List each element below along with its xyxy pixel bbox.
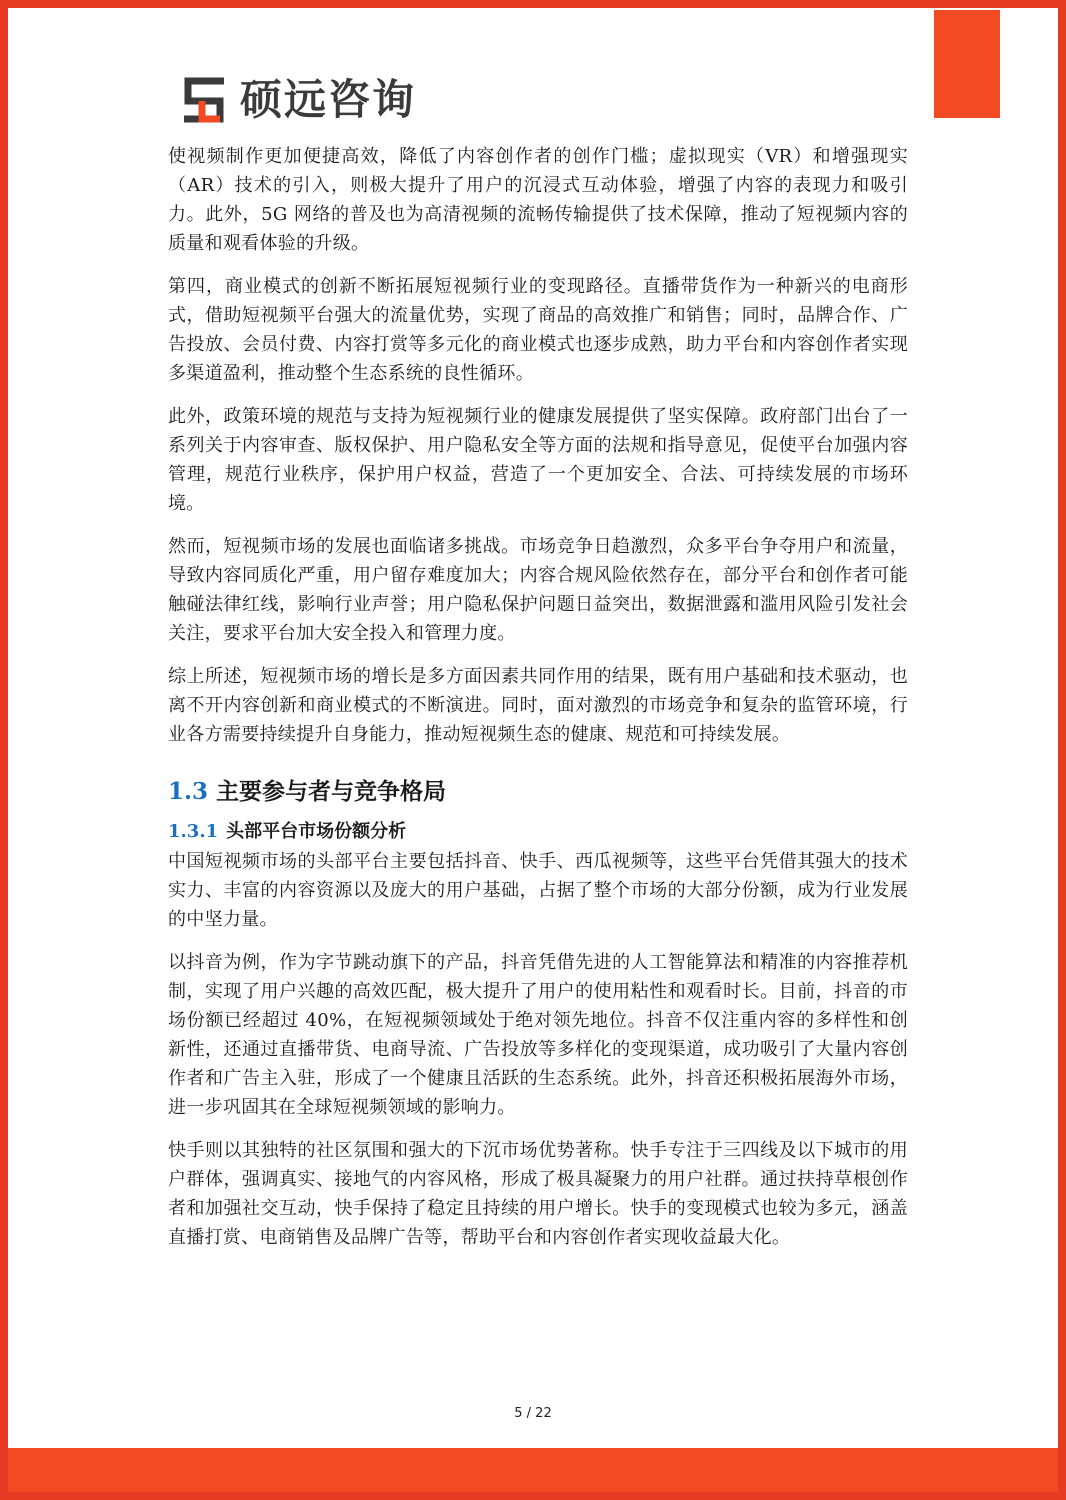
document-page bbox=[8, 8, 1058, 1492]
paragraph: 然而，短视频市场的发展也面临诸多挑战。市场竞争日趋激烈，众多平台争夺用户和流量，导致内容同质化严重，用户留存难度加大；内容合规风险依然存在，部分平台和创作者可能触碰法律红线，影响行业声誉；用户隐私保护问题日益突出，数据泄露和滥用风险引发社会关注，要求平台加大安全投入和管理力度。 bbox=[168, 536, 908, 644]
paragraph: 以抖音为例，作为字节跳动旗下的产品，抖音凭借先进的人工智能算法和精准的内容推荐机制，实现了用户兴趣的高效匹配，极大提升了用户的使用粘性和观看时长。目前，抖音的市场份额已经超过 40%，在短视频领域处于绝对领先地位。抖音不仅注重内容的多样性和创新性，还通过直播带货、电商导流、广告投放等多样化的变现渠道，成功吸引了大量内容创作者和广告主入驻，形成了一个健康且活跃的生态系统。此外，抖音还积极拓展海外市场，进一步巩固其在全球短视频领域的影响力。 bbox=[168, 952, 908, 1118]
page-number: 5 / 22 bbox=[514, 1406, 552, 1421]
corner-accent-block bbox=[934, 10, 1000, 118]
brand-name: 硕远咨询 bbox=[240, 75, 417, 124]
paragraph: 第四，商业模式的创新不断拓展短视频行业的变现路径。直播带货作为一种新兴的电商形式，借助短视频平台强大的流量优势，实现了商品的高效推广和销售；同时，品牌合作、广告投放、会员付费、内容打赏等多元化的商业模式也逐步成熟，助力平台和内容创作者实现多渠道盈利，推动整个生态系统的良性循环。 bbox=[168, 276, 908, 384]
paragraph: 使视频制作更加便捷高效，降低了内容创作者的创作门槛；虚拟现实（VR）和增强现实（AR）技术的引入，则极大提升了用户的沉浸式互动体验，增强了内容的表现力和吸引力。此外，5G 网络的普及也为高清视频的流畅传输提供了技术保障，推动了短视频内容的质量和观看体验的升级。 bbox=[168, 146, 908, 254]
footer-accent-bar bbox=[8, 1448, 1058, 1492]
paragraph: 综上所述，短视频市场的增长是多方面因素共同作用的结果，既有用户基础和技术驱动，也离不开内容创新和商业模式的不断演进。同时，面对激烈的市场竞争和复杂的监管环境，行业各方需要持续提升自身能力，推动短视频生态的健康、规范和可持续发展。 bbox=[168, 666, 908, 745]
main-content bbox=[168, 142, 908, 1266]
subsection-heading bbox=[168, 817, 908, 847]
paragraph: 此外，政策环境的规范与支持为短视频行业的健康发展提供了坚实保障。政府部门出台了一系列关于内容审查、版权保护、用户隐私安全等方面的法规和指导意见，促使平台加强内容管理，规范行业秩序，保护用户权益，营造了一个更加安全、合法、可持续发展的市场环境。 bbox=[168, 406, 908, 514]
subsection-title: 头部平台市场份额分析 bbox=[226, 821, 407, 842]
section-title: 主要参与者与竞争格局 bbox=[216, 779, 447, 805]
section-heading bbox=[168, 775, 908, 809]
brand-s-logo-icon bbox=[180, 77, 230, 123]
brand-logo bbox=[180, 72, 416, 128]
subsection-number: 1.3.1 bbox=[168, 821, 219, 842]
paragraph: 快手则以其独特的社区氛围和强大的下沉市场优势著称。快手专注于三四线及以下城市的用户群体，强调真实、接地气的内容风格，形成了极具凝聚力的用户社群。通过扶持草根创作者和加强社交互动，快手保持了稳定且持续的用户增长。快手的变现模式也较为多元，涵盖直播打赏、电商销售及品牌广告等，帮助平台和内容创作者实现收益最大化。 bbox=[168, 1140, 908, 1248]
paragraph: 中国短视频市场的头部平台主要包括抖音、快手、西瓜视频等，这些平台凭借其强大的技术实力、丰富的内容资源以及庞大的用户基础，占据了整个市场的大部分份额，成为行业发展的中坚力量。 bbox=[168, 851, 908, 930]
section-number: 1.3 bbox=[168, 778, 209, 805]
